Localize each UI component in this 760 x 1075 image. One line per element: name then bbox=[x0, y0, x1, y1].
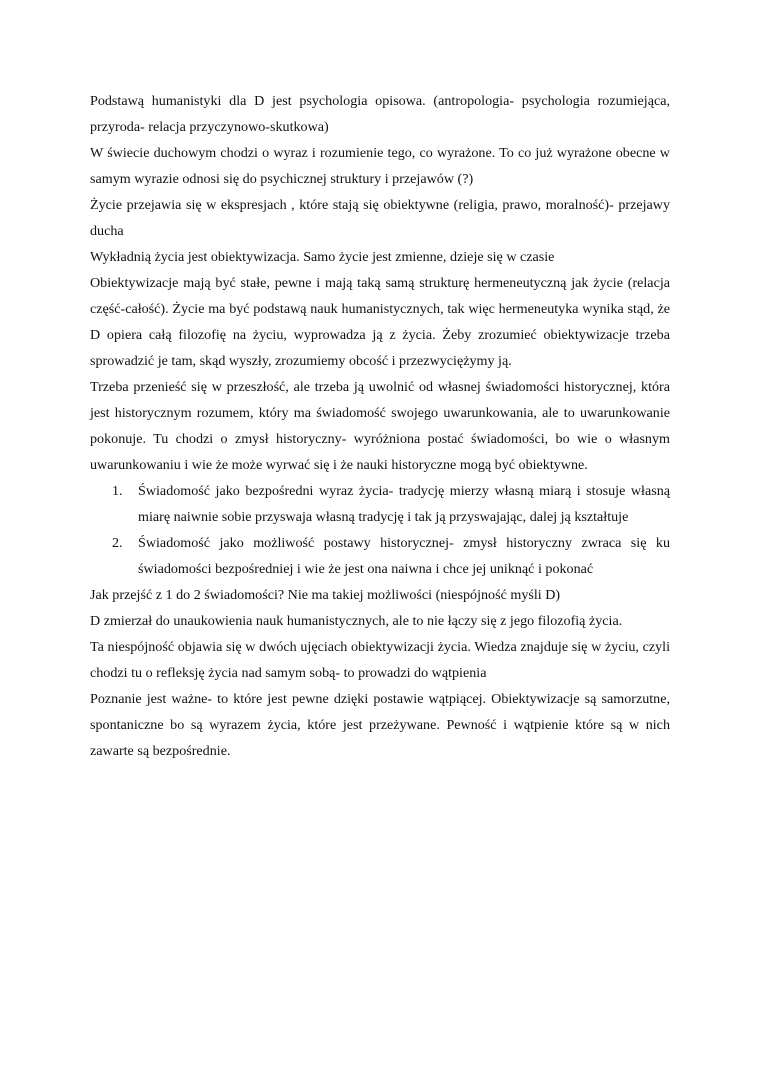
paragraph-psychologia: Podstawą humanistyki dla D jest psychologia opisowa. (antropologia- psychologia rozumiejąca, przyroda- relacja przyczynowo-skutkowa) bbox=[90, 93, 670, 135]
document-page bbox=[90, 88, 670, 764]
list-item-text: Świadomość jako możliwość postawy historycznej- zmysł historyczny zwraca się ku świadomości bezpośredniej i wie że jest ona naiwna i chce jej uniknąć i pokonać bbox=[138, 535, 670, 577]
list-item bbox=[90, 478, 670, 530]
paragraph-jak-przejsc: Jak przejść z 1 do 2 świadomości? Nie ma takiej możliwości (niespójność myśli D) bbox=[90, 587, 561, 603]
paragraph-przeszlosc: Trzeba przenieść się w przeszłość, ale trzeba ją uwolnić od własnej świadomości historycznej, która jest historycznym rozumem, który ma świadomość swojego uwarunkowania, ale to uwarunkowanie pokonuje. Tu chodzi o zmysł historyczny- wyróżniona postać świadomości, bo wie o własnym uwarunkowaniu i wie że może wyrwać się i że nauki historyczne mogą być obiektywne. bbox=[90, 379, 670, 473]
list-item-text: Świadomość jako bezpośredni wyraz życia- tradycję mierzy własną miarą i stosuje własną miarę naiwnie sobie przyswaja własną tradycję i tak ją przyswajając, dalej ją kształtuje bbox=[138, 483, 670, 525]
paragraph-swiat-duchowy: W świecie duchowym chodzi o wyraz i rozumienie tego, co wyrażone. To co już wyrażone obecne w samym wyrazie odnosi się do psychicznej struktury i przejawów (?) bbox=[90, 145, 670, 187]
paragraph-unaukowienie: D zmierzał do unaukowienia nauk humanistycznych, ale to nie łączy się z jego filozofią życia. bbox=[90, 613, 623, 629]
paragraph-obiektywizacje: Obiektywizacje mają być stałe, pewne i mają taką samą strukturę hermeneutyczną jak życie (relacja część-całość). Życie ma być podstawą nauk humanistycznych, tak więc hermeneutyka wynika stąd, że D opiera całą filozofię na życiu, wyprowadza ją z życia. Żeby zrozumieć obiektywizacje trzeba sprowadzić je tam, skąd wyszły, zrozumiemy obcość i przezwyciężymy ją. bbox=[90, 275, 670, 369]
paragraph-ekspresje: Życie przejawia się w ekspresjach , które stają się obiektywne (religia, prawo, moralność)- przejawy ducha bbox=[90, 197, 670, 239]
list-item-number: 1. bbox=[112, 483, 123, 499]
list-item-number: 2. bbox=[112, 535, 123, 551]
paragraph-wykladnia: Wykładnią życia jest obiektywizacja. Samo życie jest zmienne, dzieje się w czasie bbox=[90, 249, 555, 265]
numbered-list bbox=[90, 478, 670, 582]
paragraph-niespojnosc: Ta niespójność objawia się w dwóch ujęciach obiektywizacji życia. Wiedza znajduje się w życiu, czyli chodzi tu o refleksję życia nad samym sobą- to prowadzi do wątpienia bbox=[90, 639, 670, 681]
paragraph-poznanie: Poznanie jest ważne- to które jest pewne dzięki postawie wątpiącej. Obiektywizacje są samorzutne, spontaniczne bo są wyrazem życia, które jest przeżywane. Pewność i wątpienie które są w nich zawarte są bezpośrednie. bbox=[90, 691, 670, 759]
list-item bbox=[90, 530, 670, 582]
